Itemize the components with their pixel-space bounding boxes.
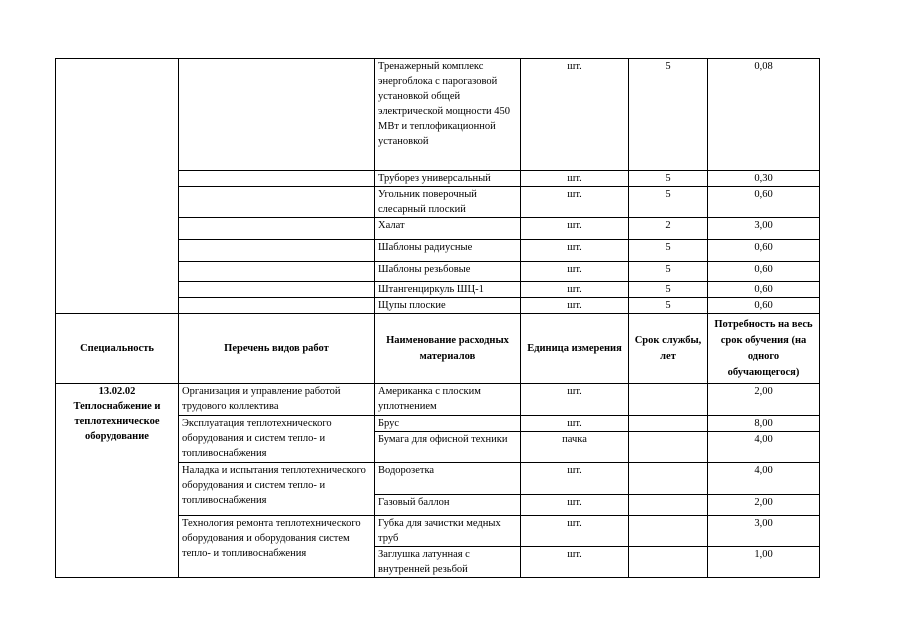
material-cell: Американка с плоским уплотнением — [375, 384, 521, 416]
material-cell: Тренажерный комплекс энергоблока с парогазовой установкой общей электрической мощности 450 МВт и теплофикационной установкой — [375, 59, 521, 171]
works-cell-continued — [179, 282, 375, 298]
unit-cell: шт. — [521, 298, 629, 314]
material-cell: Труборез универсальный — [375, 171, 521, 187]
material-cell: Штангенциркуль ШЦ-1 — [375, 282, 521, 298]
life-cell — [629, 463, 708, 495]
life-cell: 5 — [629, 282, 708, 298]
unit-cell: шт. — [521, 384, 629, 416]
material-cell: Шаблоны радиусные — [375, 240, 521, 262]
need-cell: 3,00 — [708, 218, 820, 240]
need-cell: 2,00 — [708, 384, 820, 416]
materials-table — [55, 58, 820, 578]
header-unit: Единица измерения — [521, 314, 629, 384]
need-cell: 3,00 — [708, 516, 820, 547]
works-cell-continued — [179, 298, 375, 314]
header-life: Срок службы, лет — [629, 314, 708, 384]
life-cell — [629, 495, 708, 516]
specialty-name: Теплоснабжение и теплотехническое оборудование — [73, 401, 161, 442]
life-cell: 5 — [629, 262, 708, 282]
unit-cell: шт. — [521, 171, 629, 187]
works-cell: Организация и управление работой трудового коллектива — [179, 384, 375, 416]
material-cell: Газовый баллон — [375, 495, 521, 516]
works-cell: Эксплуатация теплотехнического оборудования и систем тепло- и топливоснабжения — [179, 416, 375, 463]
need-cell: 1,00 — [708, 547, 820, 578]
need-cell: 0,60 — [708, 262, 820, 282]
unit-cell: шт. — [521, 59, 629, 171]
specialty-code: 13.02.02 — [98, 386, 136, 397]
works-cell-continued — [179, 171, 375, 187]
unit-cell: шт. — [521, 187, 629, 218]
need-cell: 0,60 — [708, 240, 820, 262]
header-works: Перечень видов работ — [179, 314, 375, 384]
material-cell: Шаблоны резьбовые — [375, 262, 521, 282]
specialty-cell-continued — [56, 59, 179, 314]
material-cell: Щупы плоские — [375, 298, 521, 314]
unit-cell: шт. — [521, 495, 629, 516]
need-cell: 2,00 — [708, 495, 820, 516]
life-cell — [629, 384, 708, 416]
works-cell: Наладка и испытания теплотехнического оборудования и систем тепло- и топливоснабжения — [179, 463, 375, 516]
need-cell: 0,30 — [708, 171, 820, 187]
material-cell: Заглушка латунная с внутренней резьбой — [375, 547, 521, 578]
header-material: Наименование расходных материалов — [375, 314, 521, 384]
works-cell: Технология ремонта теплотехнического оборудования и оборудования систем тепло- и топливоснабжения — [179, 516, 375, 578]
works-cell-continued — [179, 59, 375, 171]
unit-cell: шт. — [521, 282, 629, 298]
unit-cell: шт. — [521, 463, 629, 495]
need-cell: 4,00 — [708, 432, 820, 463]
material-cell: Бумага для офисной техники — [375, 432, 521, 463]
life-cell: 5 — [629, 59, 708, 171]
life-cell: 5 — [629, 171, 708, 187]
works-cell-continued — [179, 240, 375, 262]
material-cell: Губка для зачистки медных труб — [375, 516, 521, 547]
specialty-cell — [56, 384, 179, 578]
table-header-row — [56, 314, 820, 384]
life-cell: 5 — [629, 298, 708, 314]
life-cell: 5 — [629, 240, 708, 262]
material-cell: Угольник поверочный слесарный плоский — [375, 187, 521, 218]
life-cell — [629, 547, 708, 578]
life-cell: 5 — [629, 187, 708, 218]
need-cell: 0,60 — [708, 298, 820, 314]
need-cell: 0,60 — [708, 187, 820, 218]
unit-cell: шт. — [521, 218, 629, 240]
need-cell: 4,00 — [708, 463, 820, 495]
need-cell: 0,60 — [708, 282, 820, 298]
material-cell: Брус — [375, 416, 521, 432]
header-need: Потребность на весь срок обучения (на одного обучающегося) — [708, 314, 820, 384]
life-cell — [629, 432, 708, 463]
life-cell: 2 — [629, 218, 708, 240]
table-row — [56, 59, 820, 171]
unit-cell: шт. — [521, 547, 629, 578]
unit-cell: шт. — [521, 516, 629, 547]
unit-cell: шт. — [521, 240, 629, 262]
need-cell: 8,00 — [708, 416, 820, 432]
unit-cell: пачка — [521, 432, 629, 463]
table-row — [56, 384, 820, 416]
material-cell: Водорозетка — [375, 463, 521, 495]
need-cell: 0,08 — [708, 59, 820, 171]
unit-cell: шт. — [521, 416, 629, 432]
life-cell — [629, 516, 708, 547]
works-cell-continued — [179, 187, 375, 218]
works-cell-continued — [179, 262, 375, 282]
works-cell-continued — [179, 218, 375, 240]
header-specialty: Специальность — [56, 314, 179, 384]
unit-cell: шт. — [521, 262, 629, 282]
life-cell — [629, 416, 708, 432]
material-cell: Халат — [375, 218, 521, 240]
